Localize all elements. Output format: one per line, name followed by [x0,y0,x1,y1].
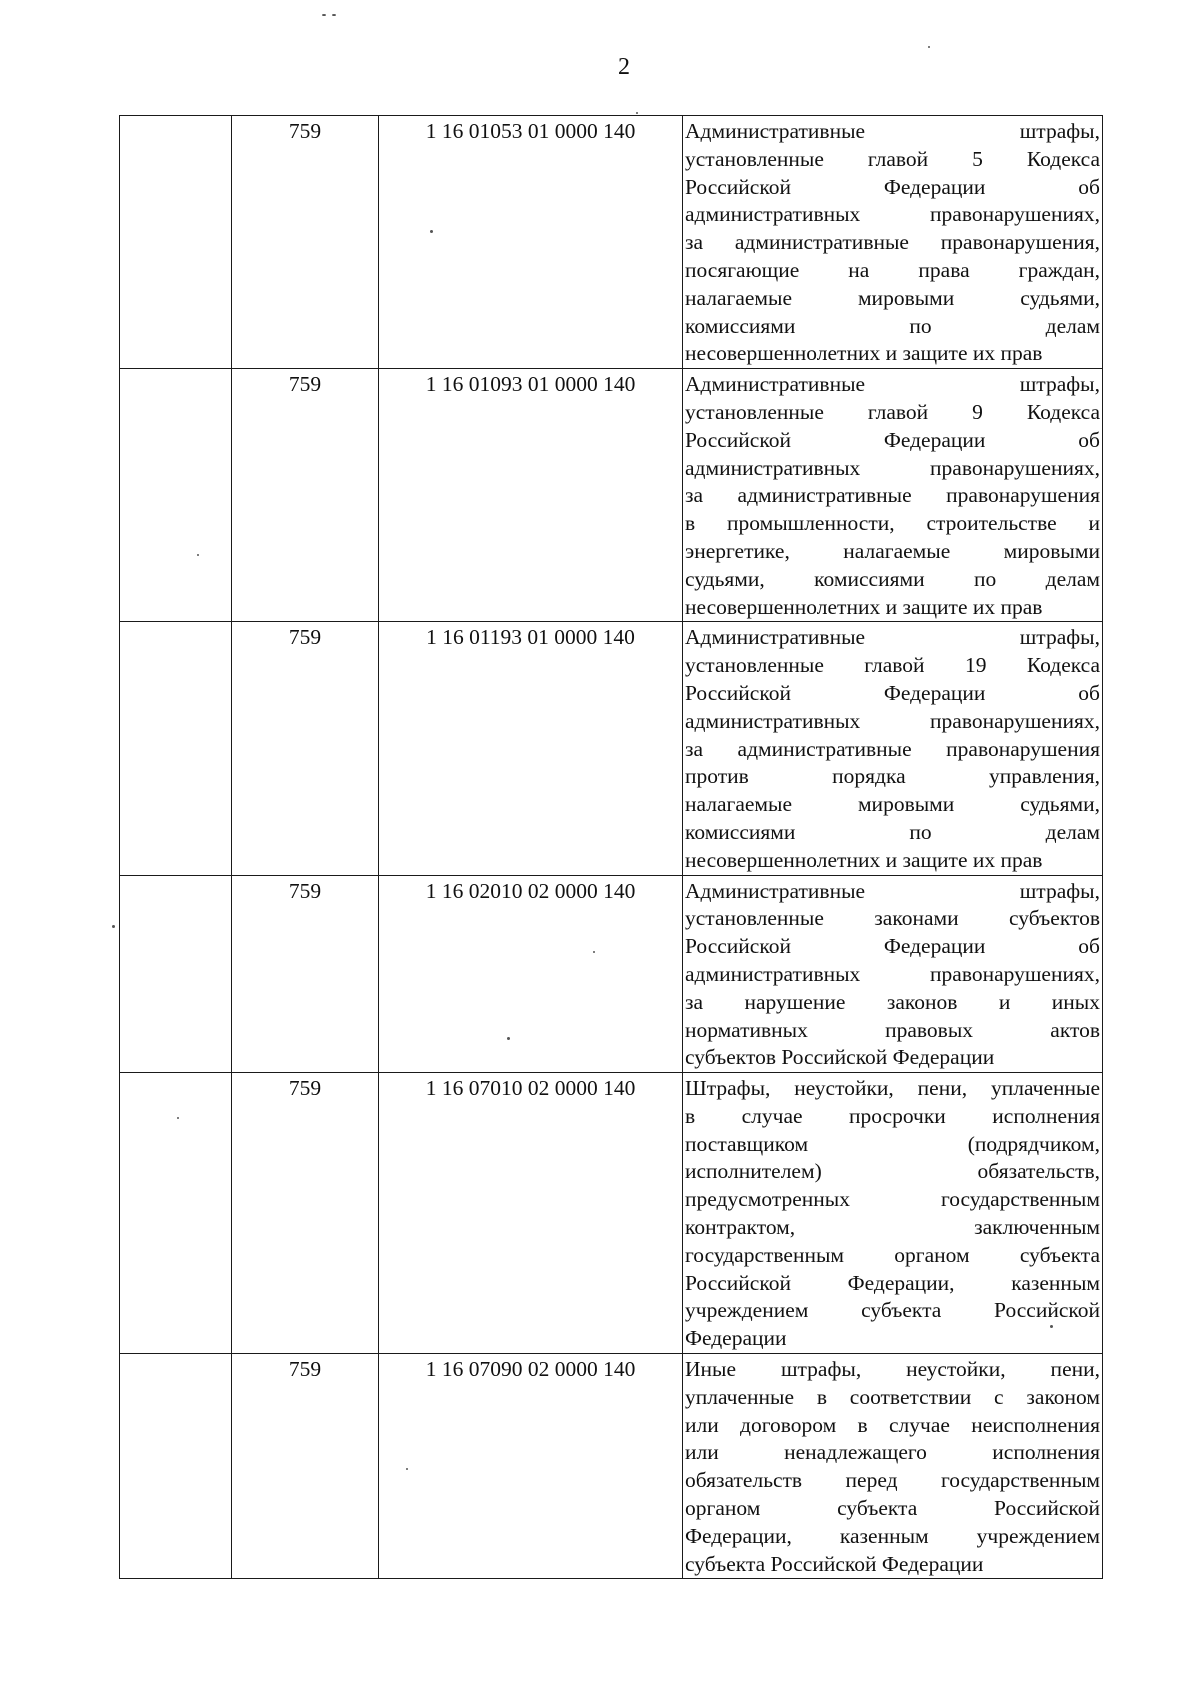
empty-cell [120,622,232,875]
description-line: комиссиями по делам [685,819,1100,844]
scan-speck [928,46,930,48]
kbk-code-cell: 1 16 02010 02 0000 140 [379,875,683,1073]
description-line: за административные правонарушения, [685,230,1100,255]
table-body [120,116,1103,1579]
description-line: административных правонарушениях, [685,708,1100,733]
description-line: налагаемые мировыми судьями, [685,285,1100,310]
empty-cell [120,369,232,622]
scan-speck [332,14,336,16]
description-line: Административные штрафы, [685,119,1100,143]
description-line: Административные штрафы, [685,372,1100,397]
table-row [120,875,1103,1073]
description-line: административных правонарушениях, [685,455,1100,480]
description-line: Административные штрафы, [685,878,1100,903]
admin-code-cell: 759 [232,369,379,622]
empty-cell [120,1354,232,1579]
description-line: за административные правонарушения [685,483,1100,508]
description-line: Федерации [685,1326,787,1351]
description-line: налагаемые мировыми судьями, [685,792,1100,817]
description-line: контрактом, заключенным [685,1215,1100,1240]
description-cell [683,1073,1103,1354]
description-line: Российской Федерации, казенным [685,1270,1100,1295]
description-line: Российской Федерации об [685,174,1100,199]
description-cell [683,622,1103,875]
description-line: или ненадлежащего исполнения [685,1440,1100,1465]
description-line: установленные главой 9 Кодекса [685,399,1100,424]
description-line: несовершеннолетних и защите их прав [685,594,1043,619]
description-line: Российской Федерации об [685,427,1100,452]
description-line: субъекта Российской Федерации [685,1551,984,1576]
budget-codes-table [119,115,1103,1579]
description-line: против порядка управления, [685,764,1100,789]
scan-speck [112,925,115,928]
table-row [120,1073,1103,1354]
description-line: государственным органом субъекта [685,1242,1100,1267]
admin-code-cell: 759 [232,622,379,875]
description-cell [683,369,1103,622]
description-line: в промышленности, строительстве и [685,511,1100,536]
description-line: предусмотренных государственным [685,1187,1100,1212]
description-line: энергетике, налагаемые мировыми [685,538,1100,563]
admin-code-cell: 759 [232,1354,379,1579]
kbk-code-cell: 1 16 01053 01 0000 140 [379,116,683,369]
table-row [120,369,1103,622]
description-line: субъектов Российской Федерации [685,1045,995,1070]
scan-speck [322,14,326,16]
description-line: исполнителем) обязательств, [685,1159,1100,1184]
table-row [120,1354,1103,1579]
description-line: органом субъекта Российской [685,1496,1100,1521]
description-cell [683,875,1103,1073]
description-line: нормативных правовых актов [685,1017,1100,1042]
empty-cell [120,1073,232,1354]
kbk-code-cell: 1 16 07010 02 0000 140 [379,1073,683,1354]
empty-cell [120,116,232,369]
description-line: Штрафы, неустойки, пени, уплаченные [685,1076,1100,1101]
scan-speck [636,112,638,114]
description-line: административных правонарушениях, [685,202,1100,227]
description-line: посягающие на права граждан, [685,257,1100,282]
description-line: несовершеннолетних и защите их прав [685,847,1043,872]
description-cell [683,1354,1103,1579]
description-line: Российской Федерации об [685,934,1100,959]
table-row [120,116,1103,369]
empty-cell [120,875,232,1073]
description-line: в случае просрочки исполнения [685,1103,1100,1128]
table-row [120,622,1103,875]
kbk-code-cell: 1 16 01193 01 0000 140 [379,622,683,875]
description-line: за административные правонарушения [685,736,1100,761]
description-line: за нарушение законов и иных [685,989,1100,1014]
description-line: несовершеннолетних и защите их прав [685,341,1043,366]
admin-code-cell: 759 [232,116,379,369]
description-line: или договором в случае неисполнения [685,1412,1100,1437]
description-line: Федерации, казенным учреждением [685,1523,1100,1548]
admin-code-cell: 759 [232,875,379,1073]
description-line: поставщиком (подрядчиком, [685,1131,1100,1156]
description-line: комиссиями по делам [685,313,1100,338]
admin-code-cell: 759 [232,1073,379,1354]
description-line: установленные законами субъектов [685,906,1100,931]
description-line: Административные штрафы, [685,625,1100,650]
kbk-code-cell: 1 16 07090 02 0000 140 [379,1354,683,1579]
description-line: Российской Федерации об [685,680,1100,705]
description-line: установленные главой 5 Кодекса [685,146,1100,171]
description-line: обязательств перед государственным [685,1468,1100,1493]
description-line: учреждением субъекта Российской [685,1298,1100,1323]
description-cell [683,116,1103,369]
kbk-code-cell: 1 16 01093 01 0000 140 [379,369,683,622]
description-line: судьями, комиссиями по делам [685,566,1100,591]
description-line: Иные штрафы, неустойки, пени, [685,1357,1100,1382]
description-line: установленные главой 19 Кодекса [685,653,1100,678]
page-number: 2 [618,54,630,80]
description-line: уплаченные в соответствии с законом [685,1384,1100,1409]
description-line: административных правонарушениях, [685,961,1100,986]
